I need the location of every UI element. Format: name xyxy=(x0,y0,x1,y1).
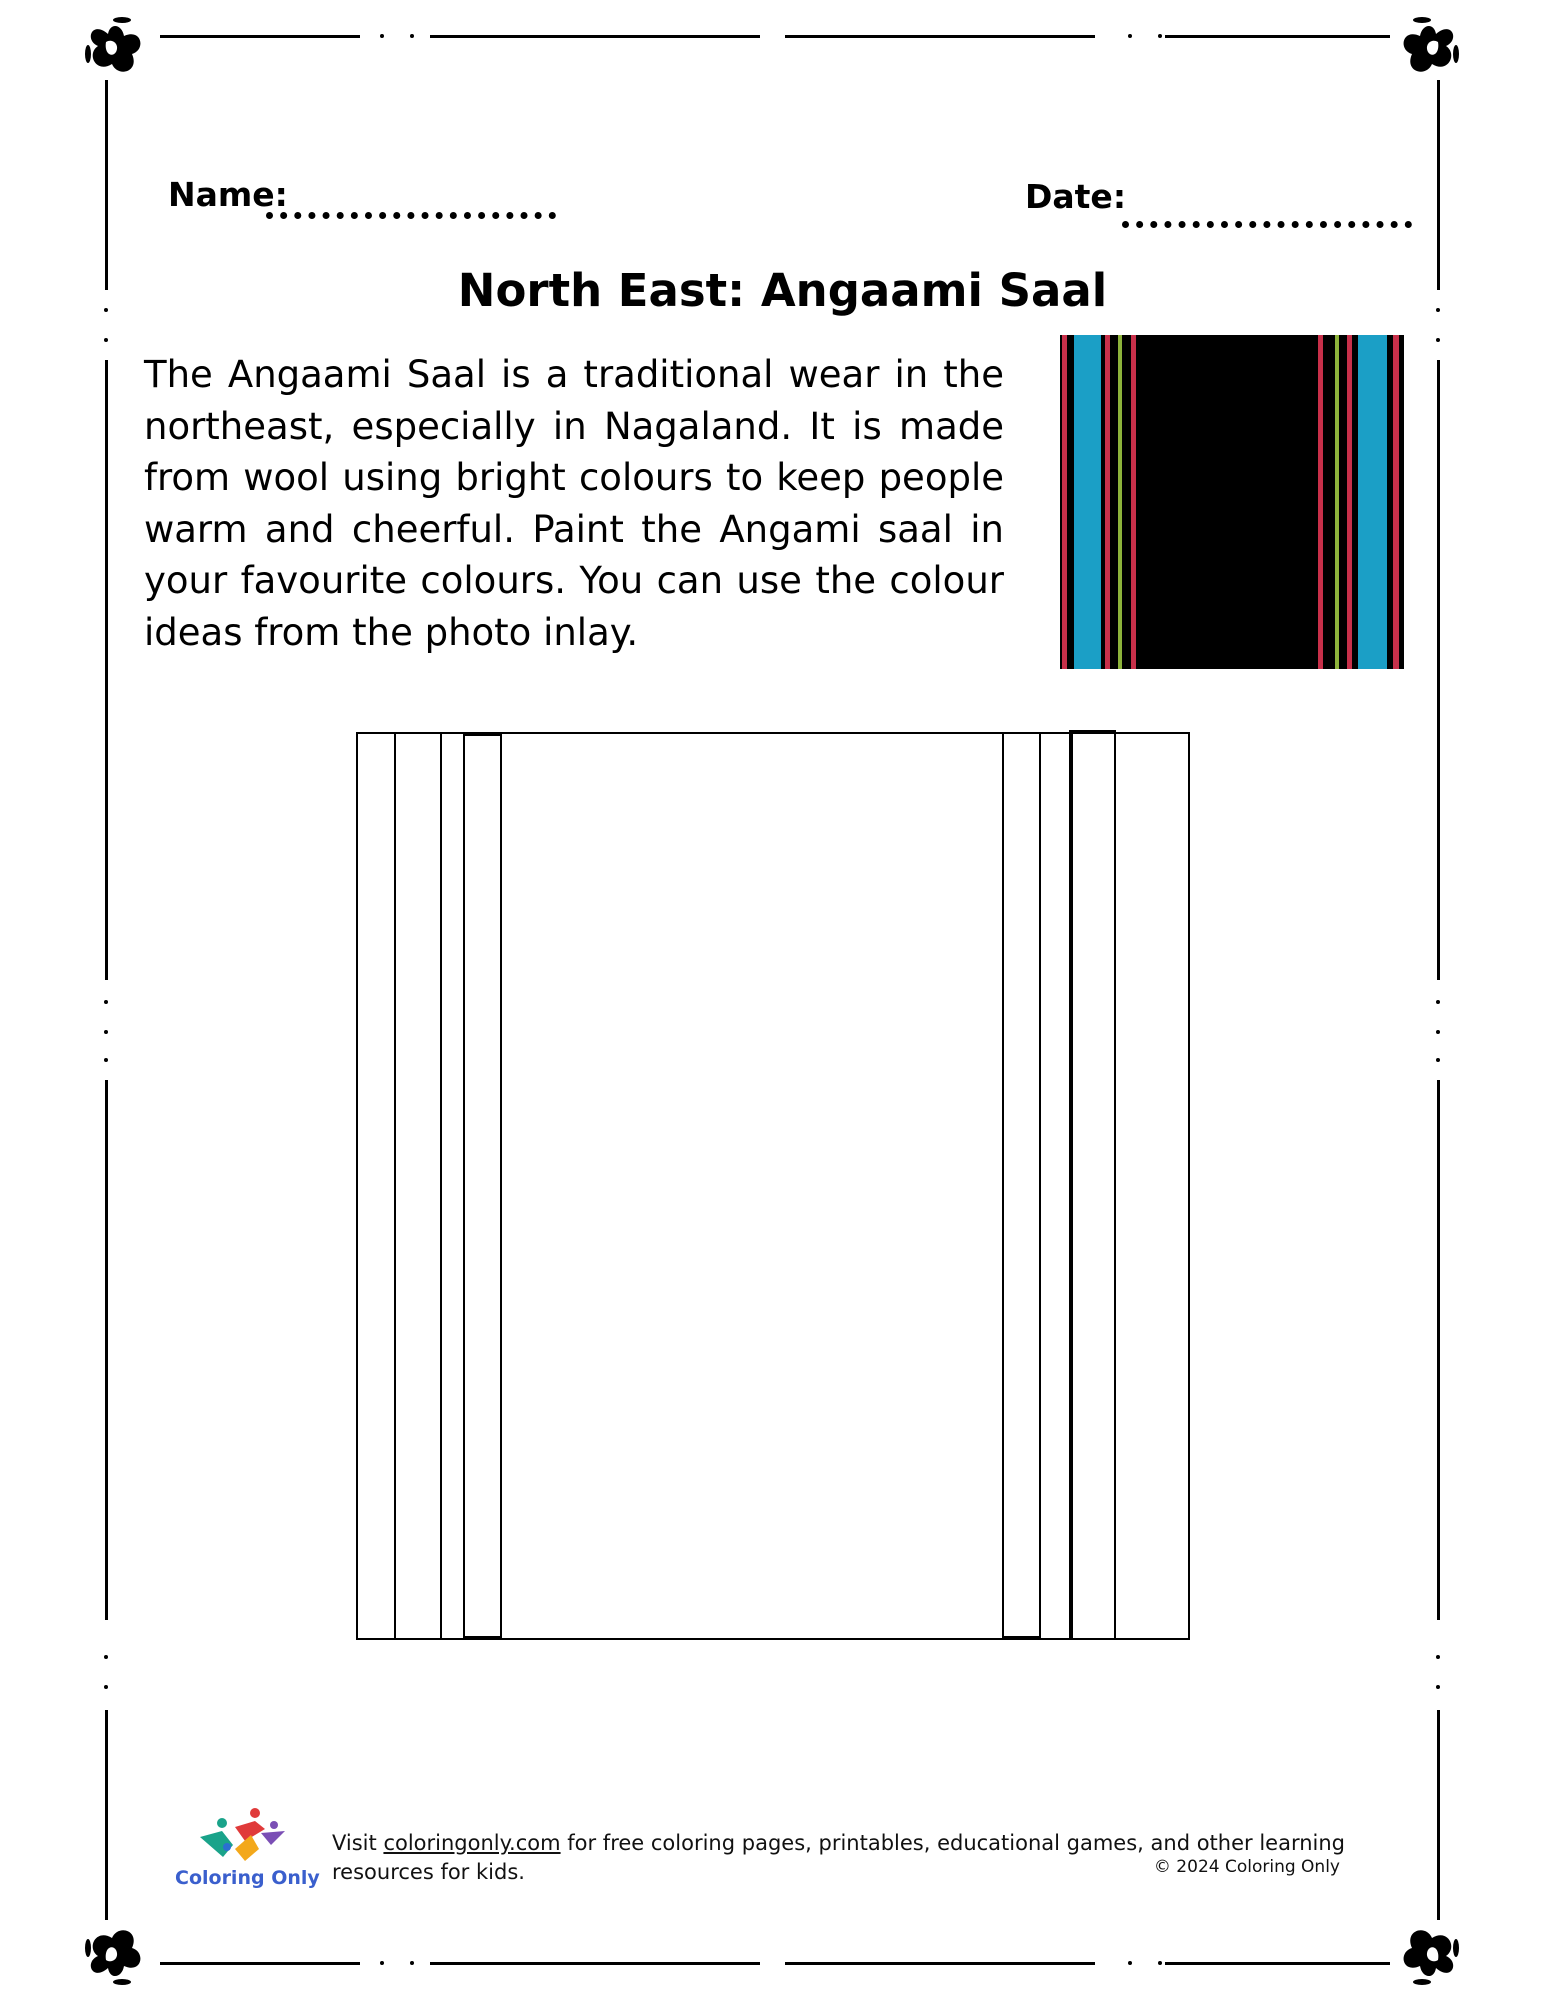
frame-top-line xyxy=(1165,35,1390,38)
copyright-text: © 2024 Coloring Only xyxy=(1153,1857,1340,1877)
frame-right-line xyxy=(1437,360,1440,980)
name-field[interactable] xyxy=(266,212,556,219)
frame-left-line xyxy=(105,1080,108,1620)
frame-bottom-line xyxy=(1165,1962,1390,1965)
stripe-green xyxy=(1118,335,1122,669)
frame-dot xyxy=(1158,34,1162,38)
frame-dot xyxy=(410,34,414,38)
frame-dot xyxy=(1436,1030,1440,1034)
frame-right-line xyxy=(1437,80,1440,290)
frame-bottom-line xyxy=(785,1962,1095,1965)
footer-visit-suffix: for free coloring pages, printables, educational games, and other learning resources for kids. xyxy=(332,1831,1345,1884)
frame-dot xyxy=(1158,1961,1162,1965)
name-label: Name: xyxy=(168,175,288,214)
frame-dot xyxy=(1128,1961,1132,1965)
stripe-red xyxy=(1347,335,1352,669)
stripe-blue xyxy=(1358,335,1387,669)
frame-dot xyxy=(1436,1655,1440,1659)
frame-top-line xyxy=(430,35,760,38)
frame-dot xyxy=(410,1961,414,1965)
coloring-only-logo[interactable] xyxy=(175,1805,320,1895)
frame-top-line xyxy=(785,35,1095,38)
stripe-red xyxy=(1131,335,1136,669)
corner-ornament-icon xyxy=(1382,1908,1462,1988)
corner-ornament-icon xyxy=(82,1908,162,1988)
frame-dot xyxy=(1436,1685,1440,1689)
logo-text: Coloring Only xyxy=(175,1867,320,1889)
description-text: The Angaami Saal is a traditional wear in the northeast, especially in Nagaland. It is made from wool using bright colours to keep people warm and cheerful. Paint the Angami saal in your favourite colours. You can use the colour ideas from the photo inlay. xyxy=(144,353,1004,654)
frame-bottom-line xyxy=(430,1962,760,1965)
frame-right-line xyxy=(1437,1080,1440,1620)
shawl-outline-drawing[interactable] xyxy=(356,731,1190,1641)
stripe-red xyxy=(1105,335,1110,669)
stripe-red xyxy=(1393,335,1399,669)
frame-dot xyxy=(380,1961,384,1965)
frame-dot xyxy=(104,1000,108,1004)
frame-left-line xyxy=(105,80,108,290)
stripe-blue xyxy=(1074,335,1101,669)
frame-dot xyxy=(1436,1058,1440,1062)
frame-bottom-line xyxy=(160,1962,360,1965)
frame-dot xyxy=(104,1030,108,1034)
page-title: North East: Angaami Saal xyxy=(457,264,1108,317)
frame-top-line xyxy=(160,35,360,38)
logo-figures-icon xyxy=(175,1805,305,1865)
photo-inlay xyxy=(1060,335,1404,669)
date-label: Date: xyxy=(1025,177,1127,216)
frame-dot xyxy=(1436,1000,1440,1004)
footer-visit-prefix: Visit xyxy=(332,1831,384,1855)
frame-dot xyxy=(104,338,108,342)
frame-dot xyxy=(1128,34,1132,38)
frame-dot xyxy=(104,1058,108,1062)
frame-left-line xyxy=(105,360,108,980)
stripe-red xyxy=(1318,335,1323,669)
frame-left-line xyxy=(105,1710,108,1920)
corner-ornament-icon xyxy=(82,14,162,94)
frame-dot xyxy=(1436,338,1440,342)
coloringonly-link[interactable]: coloringonly.com xyxy=(383,1831,561,1855)
frame-dot xyxy=(104,1685,108,1689)
frame-dot xyxy=(104,1655,108,1659)
stripe-red xyxy=(1062,335,1067,669)
date-field[interactable] xyxy=(1122,221,1412,228)
corner-ornament-icon xyxy=(1382,14,1462,94)
stripe-green xyxy=(1335,335,1339,669)
frame-dot xyxy=(380,34,384,38)
frame-right-line xyxy=(1437,1710,1440,1920)
shawl-outline xyxy=(357,733,1189,1639)
